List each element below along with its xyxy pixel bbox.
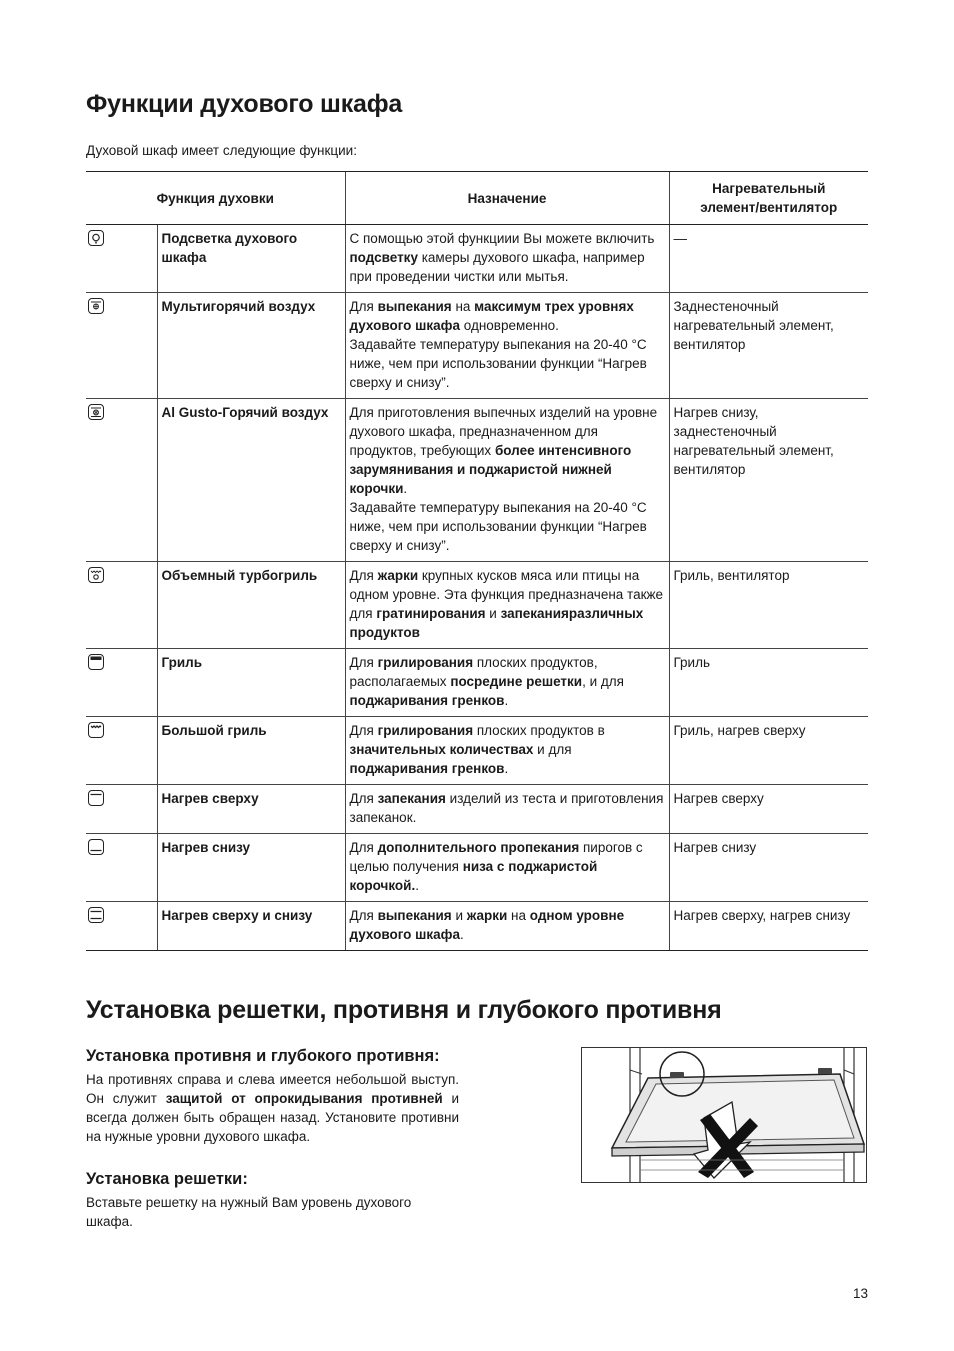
function-name: Нагрев сверху: [157, 785, 345, 834]
table-row: [86, 834, 868, 902]
function-name: Мультигорячий воздух: [157, 293, 345, 399]
function-purpose: С помощью этой функциии Вы можете включить подсветку камеры духового шкафа, например при проведении чистки или мытья.: [345, 225, 669, 293]
function-element: Гриль: [669, 649, 868, 717]
function-element: Гриль, вентилятор: [669, 562, 868, 649]
function-icon-cell: [86, 649, 157, 717]
header-element-line2: элемент/вентилятор: [700, 200, 838, 215]
paragraph-tray: На противнях справа и слева имеется небольшой выступ. Он служит защитой от опрокидывания противней и всегда должен быть обращен назад. Установите противни на нужные уровни духового шкафа.: [86, 1072, 459, 1144]
header-purpose: Назначение: [345, 172, 669, 225]
oven-functions-table: [86, 171, 868, 951]
function-element: Нагрев сверху, нагрев снизу: [669, 902, 868, 951]
function-name: Нагрев снизу: [157, 834, 345, 902]
table-row: [86, 399, 868, 562]
table-header-row: [86, 172, 868, 225]
table-row: [86, 902, 868, 951]
top-bottom-heat-icon: [88, 907, 104, 923]
grill-icon: [88, 654, 104, 670]
function-element: Нагрев снизу, заднестеночный нагревательный элемент, вентилятор: [669, 399, 868, 562]
table-row: [86, 717, 868, 785]
function-icon-cell: [86, 562, 157, 649]
al-gusto-hot-air-icon: [88, 404, 104, 420]
function-purpose: Для грилирования плоских продуктов, располагаемых посредине решетки, и для поджаривания гренков.: [345, 649, 669, 717]
table-row: [86, 293, 868, 399]
function-name: Нагрев сверху и снизу: [157, 902, 345, 951]
multi-hot-air-icon: [88, 298, 104, 314]
section-title: Установка решетки, противня и глубокого противня: [86, 996, 722, 1024]
function-element: Нагрев снизу: [669, 834, 868, 902]
function-purpose: Для выпекания и жарки на одном уровне духового шкафа.: [345, 902, 669, 951]
function-purpose: Для запекания изделий из теста и приготовления запеканок.: [345, 785, 669, 834]
function-purpose: Для жарки крупных кусков мяса или птицы на одном уровне. Эта функция предназначена также для гратинирования и запеканияразличных продуктов: [345, 562, 669, 649]
intro-text: Духовой шкаф имеет следующие функции:: [86, 143, 357, 158]
header-element: [669, 172, 868, 225]
table-row: [86, 562, 868, 649]
function-icon-cell: [86, 785, 157, 834]
baking-tray-insertion-illustration: [581, 1047, 867, 1183]
function-name: Гриль: [157, 649, 345, 717]
function-icon-cell: [86, 902, 157, 951]
table-row: [86, 649, 868, 717]
function-element: Нагрев сверху: [669, 785, 868, 834]
top-heat-icon: [88, 790, 104, 806]
table-row: [86, 225, 868, 293]
function-icon-cell: [86, 399, 157, 562]
function-name: Подсветка духового шкафа: [157, 225, 345, 293]
function-icon-cell: [86, 225, 157, 293]
subheading-grid: Установка решетки:: [86, 1170, 248, 1188]
subheading-tray: Установка противня и глубокого противня:: [86, 1047, 440, 1065]
oven-light-icon: [88, 230, 104, 246]
function-icon-cell: [86, 293, 157, 399]
page-number: 13: [852, 1286, 868, 1301]
function-element: —: [669, 225, 868, 293]
page-title: Функции духового шкафа: [86, 90, 403, 118]
bottom-heat-icon: [88, 839, 104, 855]
paragraph-grid: Вставьте решетку на нужный Вам уровень духового шкафа.: [86, 1195, 412, 1229]
function-purpose: Для грилирования плоских продуктов в значительных количествах и для поджаривания гренков.: [345, 717, 669, 785]
function-name: Большой гриль: [157, 717, 345, 785]
header-element-line1: Нагревательный: [712, 181, 826, 196]
function-name: Объемный турбогриль: [157, 562, 345, 649]
function-purpose: Для дополнительного пропекания пирогов с целью получения низа с поджаристой корочкой..: [345, 834, 669, 902]
function-purpose: Для выпекания на максимум трех уровнях духового шкафа одновременно. Задавайте температуру выпекания на 20-40 °С ниже, чем при использовании функции “Нагрев сверху и снизу”.: [345, 293, 669, 399]
turbo-grill-icon: [88, 567, 104, 583]
function-name: Al Gusto-Горячий воздух: [157, 399, 345, 562]
header-function: Функция духовки: [86, 172, 345, 225]
function-icon-cell: [86, 834, 157, 902]
function-purpose: Для приготовления выпечных изделий на уровне духового шкафа, предназначенном для продуктов, требующих более интенсивного зарумянивания и поджаристой нижней корочки. Задавайте температуру выпекания на 20-40 °С ниже, чем при использовании функции “Нагрев сверху и снизу”.: [345, 399, 669, 562]
function-element: Заднестеночный нагревательный элемент, вентилятор: [669, 293, 868, 399]
function-element: Гриль, нагрев сверху: [669, 717, 868, 785]
big-grill-icon: [88, 722, 104, 738]
function-icon-cell: [86, 717, 157, 785]
table-row: [86, 785, 868, 834]
